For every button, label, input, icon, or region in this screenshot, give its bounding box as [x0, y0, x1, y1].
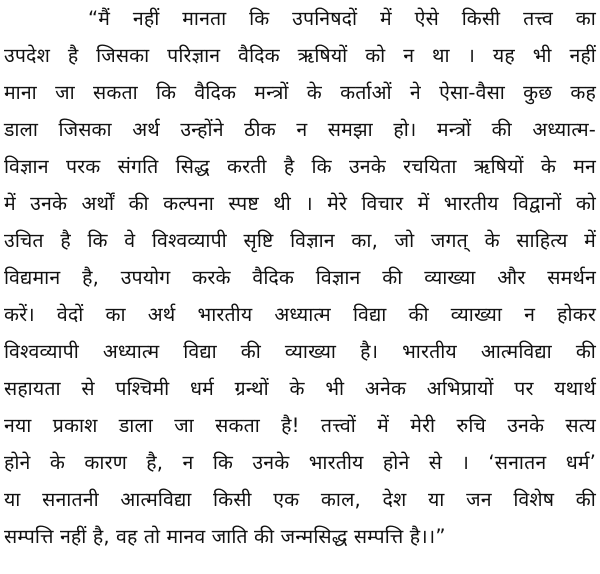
quote-line-6: में उनके अर्थों की कल्पना स्पष्ट थी । मेरे विचार में भारतीय विद्वानों को: [4, 192, 596, 215]
quote-line-12: नया प्रकाश डाला जा सकता है! तत्त्वों में मेरी रुचि उनके सत्य: [4, 414, 596, 437]
quote-line-4: डाला जिसका अर्थ उन्होंने ठीक न समझा हो। मन्त्रों की अध्यात्म-: [4, 118, 596, 141]
quote-line-10: विश्वव्यापी अध्यात्म विद्या की व्याख्या है। भारतीय आत्मविद्या की: [4, 340, 596, 363]
quote-line-13: होने के कारण है, न कि उनके भारतीय होने से । ‘सनातन धर्म’: [4, 451, 596, 474]
quote-line-7: उचित है कि वे विश्वव्यापी सृष्टि विज्ञान का, जो जगत् के साहित्य में: [4, 229, 596, 252]
quote-line-3: माना जा सकता कि वैदिक मन्त्रों के कर्ताओं ने ऐसा-वैसा कुछ कह: [4, 81, 596, 104]
quote-line-14: या सनातनी आत्मविद्या किसी एक काल, देश या जन विशेष की: [4, 488, 596, 511]
quote-line-2: उपदेश है जिसका परिज्ञान वैदिक ऋषियों को न था । यह भी नहीं: [4, 44, 596, 67]
quote-line-9: करें। वेदों का अर्थ भारतीय अध्यात्म विद्या की व्याख्या न होकर: [4, 303, 596, 326]
quote-line-8: विद्यमान है, उपयोग करके वैदिक विज्ञान की व्याख्या और समर्थन: [4, 266, 596, 289]
quote-line-11: सहायता से पश्चिमी धर्म ग्रन्थों के भी अनेक अभिप्रायों पर यथार्थ: [4, 377, 596, 400]
quote-line-5: विज्ञान परक संगति सिद्ध करती है कि उनके रचयिता ऋषियों के मन: [4, 155, 596, 178]
quote-line-1: “मैं नहीं मानता कि उपनिषदों में ऐसे किसी तत्त्व का: [88, 7, 596, 30]
quote-line-15: सम्पत्ति नहीं है, वह तो मानव जाति की जन्मसिद्ध सम्पत्ति है।।”: [4, 525, 446, 548]
